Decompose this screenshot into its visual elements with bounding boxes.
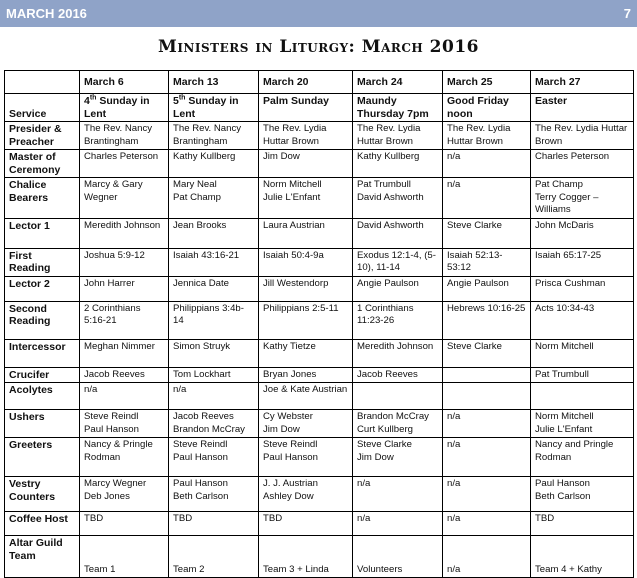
- date-header: March 6: [80, 71, 169, 94]
- date-header: March 13: [169, 71, 259, 94]
- table-cell: Jacob Reeves: [353, 367, 443, 383]
- table-cell: Jill Westendorp: [259, 276, 353, 301]
- table-cell: Steve Clarke Jim Dow: [353, 438, 443, 477]
- service-name: [353, 94, 443, 122]
- table-cell: Paul Hanson Beth Carlson: [531, 477, 634, 512]
- service-text: Easter: [535, 95, 568, 107]
- table-row: [5, 383, 634, 410]
- table-cell: The Rev. Lydia Huttar Brown: [443, 122, 531, 150]
- table-row: [5, 276, 634, 301]
- table-cell: The Rev. Lydia Huttar Brown: [259, 122, 353, 150]
- table-row: [5, 410, 634, 438]
- table-cell: Meredith Johnson: [353, 339, 443, 367]
- table-cell: John Harrer: [80, 276, 169, 301]
- table-cell: n/a: [443, 512, 531, 536]
- table-cell: Team 4 + Kathy: [531, 536, 634, 578]
- row-label: Lector 2: [5, 276, 80, 301]
- table-cell: Team 2: [169, 536, 259, 578]
- table-cell: TBD: [80, 512, 169, 536]
- page-header: [0, 0, 637, 27]
- table-cell: Kathy Tietze: [259, 339, 353, 367]
- table-cell: 1 Corinthians 11:23-26: [353, 301, 443, 339]
- row-label: Coffee Host: [5, 512, 80, 536]
- table-cell: Mary Neal Pat Champ: [169, 178, 259, 219]
- date-header: March 24: [353, 71, 443, 94]
- table-cell: TBD: [259, 512, 353, 536]
- table-cell: n/a: [169, 383, 259, 410]
- service-row: [5, 94, 634, 122]
- table-row: [5, 477, 634, 512]
- table-cell: Joshua 5:9-12: [80, 248, 169, 276]
- row-label: Altar Guild Team: [5, 536, 80, 578]
- service-name: [443, 94, 531, 122]
- table-cell: The Rev. Nancy Brantingham: [169, 122, 259, 150]
- table-cell: Steve Reindl Paul Hanson: [80, 410, 169, 438]
- date-header-row: [5, 71, 634, 94]
- table-cell: Norm Mitchell Julie L'Enfant: [259, 178, 353, 219]
- table-row: [5, 150, 634, 178]
- table-cell: Jean Brooks: [169, 218, 259, 248]
- table-cell: n/a: [353, 512, 443, 536]
- table-cell: Acts 10:34-43: [531, 301, 634, 339]
- service-name: [169, 94, 259, 122]
- table-cell: Jacob Reeves: [80, 367, 169, 383]
- table-cell: Meghan Nimmer: [80, 339, 169, 367]
- table-cell: J. J. Austrian Ashley Dow: [259, 477, 353, 512]
- service-number: 5: [173, 95, 179, 107]
- table-cell: Philippians 3:4b-14: [169, 301, 259, 339]
- table-cell: Joe & Kate Austrian: [259, 383, 353, 410]
- table-cell: TBD: [531, 512, 634, 536]
- table-cell: Prisca Cushman: [531, 276, 634, 301]
- table-cell: Isaiah 52:13-53:12: [443, 248, 531, 276]
- table-cell: n/a: [443, 410, 531, 438]
- table-row: [5, 339, 634, 367]
- table-cell: The Rev. Nancy Brantingham: [80, 122, 169, 150]
- row-label: Chalice Bearers: [5, 178, 80, 219]
- table-cell: Nancy & Pringle Rodman: [80, 438, 169, 477]
- service-text: Palm Sunday: [263, 95, 329, 107]
- table-row: [5, 512, 634, 536]
- row-label: Acolytes: [5, 383, 80, 410]
- service-name: [80, 94, 169, 122]
- row-label: Vestry Counters: [5, 477, 80, 512]
- row-label: Presider & Preacher: [5, 122, 80, 150]
- row-label: Second Reading: [5, 301, 80, 339]
- header-month: MARCH 2016: [6, 6, 87, 21]
- table-cell: Kathy Kullberg: [353, 150, 443, 178]
- service-number: 4: [84, 95, 90, 107]
- table-cell: Charles Peterson: [531, 150, 634, 178]
- table-cell: n/a: [443, 536, 531, 578]
- table-cell: Jacob Reeves Brandon McCray: [169, 410, 259, 438]
- table-cell: Angie Paulson: [353, 276, 443, 301]
- table-cell: [531, 383, 634, 410]
- table-cell: Pat Champ Terry Cogger – Williams: [531, 178, 634, 219]
- table-cell: The Rev. Lydia Huttar Brown: [353, 122, 443, 150]
- table-cell: David Ashworth: [353, 218, 443, 248]
- table-cell: The Rev. Lydia Huttar Brown: [531, 122, 634, 150]
- table-cell: Exodus 12:1-4, (5-10), 11-14: [353, 248, 443, 276]
- service-text: Sunday in Lent: [84, 95, 150, 120]
- table-cell: Laura Austrian: [259, 218, 353, 248]
- table-cell: Paul Hanson Beth Carlson: [169, 477, 259, 512]
- table-cell: n/a: [443, 178, 531, 219]
- table-cell: Pat Trumbull: [531, 367, 634, 383]
- date-header: March 25: [443, 71, 531, 94]
- table-cell: TBD: [169, 512, 259, 536]
- table-cell: Brandon McCray Curt Kullberg: [353, 410, 443, 438]
- page-number: 7: [623, 6, 631, 21]
- table-cell: Kathy Kullberg: [169, 150, 259, 178]
- table-row: [5, 301, 634, 339]
- row-label: Master of Ceremony: [5, 150, 80, 178]
- table-cell: Marcy Wegner Deb Jones: [80, 477, 169, 512]
- table-cell: Cy Webster Jim Dow: [259, 410, 353, 438]
- table-cell: Nancy and Pringle Rodman: [531, 438, 634, 477]
- table-cell: Isaiah 65:17-25: [531, 248, 634, 276]
- table-row: [5, 218, 634, 248]
- table-cell: n/a: [353, 477, 443, 512]
- table-cell: [443, 383, 531, 410]
- date-header: March 20: [259, 71, 353, 94]
- row-label: Greeters: [5, 438, 80, 477]
- table-cell: 2 Corinthians 5:16-21: [80, 301, 169, 339]
- table-row: [5, 122, 634, 150]
- row-label: Intercessor: [5, 339, 80, 367]
- table-cell: Steve Clarke: [443, 339, 531, 367]
- table-cell: [443, 367, 531, 383]
- table-cell: Volunteers: [353, 536, 443, 578]
- table-cell: Angie Paulson: [443, 276, 531, 301]
- table-cell: Marcy & Gary Wegner: [80, 178, 169, 219]
- row-label: First Reading: [5, 248, 80, 276]
- ordinal-suffix: th: [178, 94, 186, 102]
- table-cell: John McDaris: [531, 218, 634, 248]
- table-cell: Norm Mitchell: [531, 339, 634, 367]
- table-cell: Jim Dow: [259, 150, 353, 178]
- service-text: Good Friday noon: [447, 95, 509, 120]
- table-cell: Steve Reindl Paul Hanson: [259, 438, 353, 477]
- table-cell: Philippians 2:5-11: [259, 301, 353, 339]
- ordinal-suffix: th: [89, 94, 97, 102]
- table-cell: Jennica Date: [169, 276, 259, 301]
- table-cell: n/a: [443, 438, 531, 477]
- table-cell: n/a: [80, 383, 169, 410]
- table-cell: Bryan Jones: [259, 367, 353, 383]
- table-cell: Simon Struyk: [169, 339, 259, 367]
- row-label: Ushers: [5, 410, 80, 438]
- service-text: Sunday in Lent: [173, 95, 239, 120]
- table-row: [5, 536, 634, 578]
- schedule-table: [4, 70, 634, 578]
- service-name: [531, 94, 634, 122]
- table-row: [5, 367, 634, 383]
- date-header: March 27: [531, 71, 634, 94]
- row-label: Service: [5, 94, 80, 122]
- table-cell: n/a: [443, 150, 531, 178]
- table-cell: Tom Lockhart: [169, 367, 259, 383]
- table-cell: Team 3 + Linda: [259, 536, 353, 578]
- table-cell: Charles Peterson: [80, 150, 169, 178]
- service-text: Maundy Thursday 7pm: [357, 95, 429, 120]
- table-cell: Steve Clarke: [443, 218, 531, 248]
- table-row: [5, 178, 634, 219]
- table-cell: Isaiah 50:4-9a: [259, 248, 353, 276]
- table-row: [5, 438, 634, 477]
- table-cell: Meredith Johnson: [80, 218, 169, 248]
- table-cell: n/a: [443, 477, 531, 512]
- corner-cell: [5, 71, 80, 94]
- table-row: [5, 248, 634, 276]
- page-title: Ministers in Liturgy: March 2016: [158, 37, 479, 57]
- row-label: Crucifer: [5, 367, 80, 383]
- table-cell: Hebrews 10:16-25: [443, 301, 531, 339]
- table-cell: Norm Mitchell Julie L'Enfant: [531, 410, 634, 438]
- table-cell: Team 1: [80, 536, 169, 578]
- row-label: Lector 1: [5, 218, 80, 248]
- table-cell: Pat Trumbull David Ashworth: [353, 178, 443, 219]
- service-name: [259, 94, 353, 122]
- table-cell: Isaiah 43:16-21: [169, 248, 259, 276]
- table-cell: [353, 383, 443, 410]
- table-cell: Steve Reindl Paul Hanson: [169, 438, 259, 477]
